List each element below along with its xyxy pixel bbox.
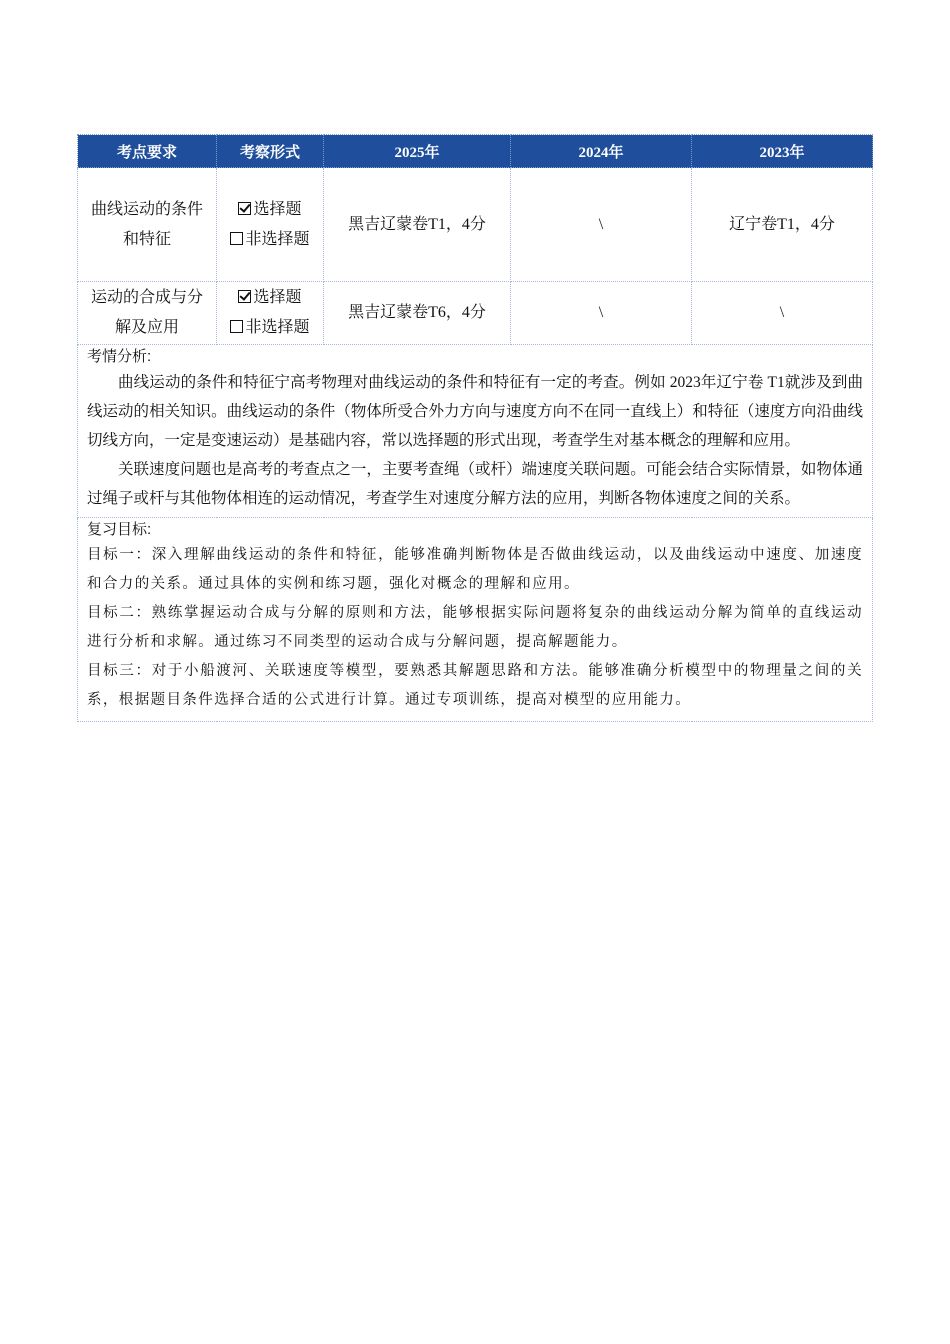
table-row xyxy=(78,282,873,345)
analysis-row xyxy=(78,345,873,518)
header-2023: 2023年 xyxy=(692,135,873,168)
exam-overview-sheet xyxy=(77,134,872,722)
analysis-paragraph: 关联速度问题也是高考的考查点之一，主要考查绳（或杆）端速度关联问题。可能会结合实际情景，如物体通过绳子或杆与其他物体相连的运动情况，考查学生对速度分解方法的应用，判断各物体速度之间的关系。 xyxy=(87,461,863,507)
cell-2025: 黑吉辽蒙卷T1，4分 xyxy=(324,168,511,282)
header-2025: 2025年 xyxy=(324,135,511,168)
cell-2025: 黑吉辽蒙卷T6，4分 xyxy=(324,282,511,345)
cell-2024: \ xyxy=(511,168,692,282)
exam-table xyxy=(77,134,873,722)
topic-cell: 运动的合成与分解及应用 xyxy=(78,282,217,345)
table-row xyxy=(78,168,873,282)
unchecked-box-icon xyxy=(230,232,243,245)
unchecked-box-icon xyxy=(230,320,243,333)
goals-title: 复习目标: xyxy=(87,521,152,538)
cell-2024: \ xyxy=(511,282,692,345)
goal-item: 目标一：深入理解曲线运动的条件和特征，能够准确判断物体是否做曲线运动，以及曲线运动中速度、加速度和合力的关系。通过具体的实例和练习题，强化对概念的理解和应用。 xyxy=(87,547,863,592)
cell-2023: \ xyxy=(692,282,873,345)
analysis-section xyxy=(78,345,873,518)
table-header-row xyxy=(78,135,873,168)
cell-2023: 辽宁卷T1，4分 xyxy=(692,168,873,282)
option-label: 非选择题 xyxy=(245,230,310,248)
goal-item: 目标三：对于小船渡河、关联速度等模型，要熟悉其解题思路和方法。能够准确分析模型中的物理量之间的关系，根据题目条件选择合适的公式进行计算。通过专项训练，提高对模型的应用能力。 xyxy=(87,663,863,708)
option-label: 选择题 xyxy=(253,289,302,306)
form-option-nonchoice[interactable] xyxy=(217,225,323,255)
analysis-paragraph: 曲线运动的条件和特征宁高考物理对曲线运动的条件和特征有一定的考查。例如 2023年辽宁卷 T1就涉及到曲线运动的相关知识。曲线运动的条件（物体所受合外力方向与速度方向不在同一直线上）和特征（速度方向沿曲线切线方向，一定是变速运动）是基础内容，常以选择题的形式出现，考查学生对基本概念的理解和应用。 xyxy=(87,374,863,449)
goals-section xyxy=(78,518,873,722)
form-cell xyxy=(217,282,324,345)
header-2024: 2024年 xyxy=(511,135,692,168)
form-option-choice[interactable] xyxy=(217,283,323,313)
option-label: 非选择题 xyxy=(245,319,310,336)
goal-item: 目标二：熟练掌握运动合成与分解的原则和方法，能够根据实际问题将复杂的曲线运动分解为简单的直线运动进行分析和求解。通过练习不同类型的运动合成与分解问题，提高解题能力。 xyxy=(87,605,863,650)
goals-row xyxy=(78,518,873,722)
topic-cell: 曲线运动的条件和特征 xyxy=(78,168,217,282)
form-option-nonchoice[interactable] xyxy=(217,313,323,343)
form-option-choice[interactable] xyxy=(217,195,323,225)
option-label: 选择题 xyxy=(253,200,302,218)
form-cell xyxy=(217,168,324,282)
checked-box-icon xyxy=(238,290,251,303)
analysis-title: 考情分析: xyxy=(87,348,152,365)
header-form: 考察形式 xyxy=(217,135,324,168)
header-topic: 考点要求 xyxy=(78,135,217,168)
checked-box-icon xyxy=(238,202,251,215)
